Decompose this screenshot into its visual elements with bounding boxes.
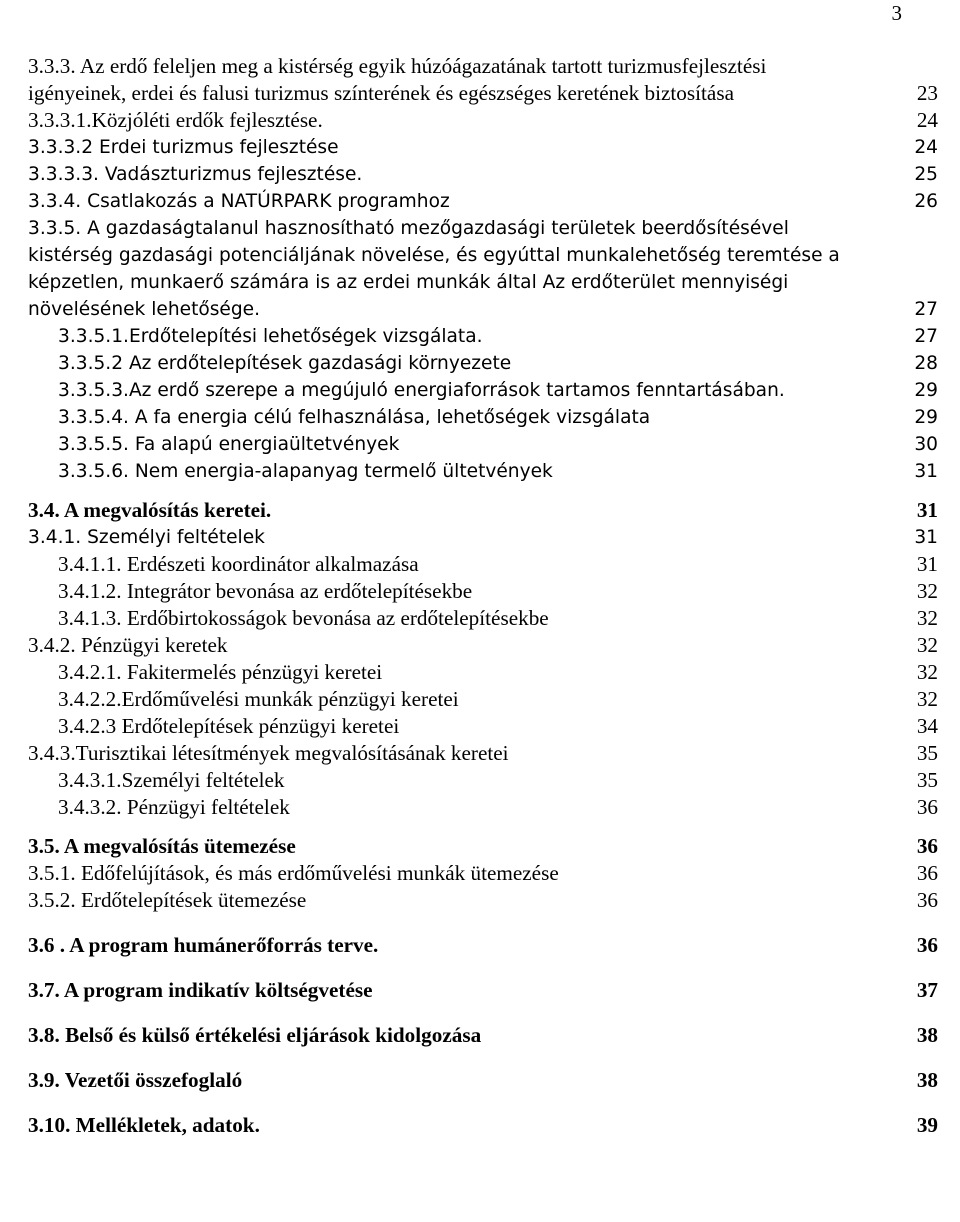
toc-text: 3.3.4. Csatlakozás a NATÚRPARK programhoz — [28, 191, 450, 212]
toc-text-line: Az erdő feleljen meg a kistérség egyik húzóágazatának tartott turizmusfejlesztési — [79, 54, 767, 78]
toc-text: 3.4.3.2. Pénzügyi feltételek — [58, 795, 290, 819]
toc-page: 32 — [916, 633, 938, 657]
toc-text: 3.4.2.3 Erdőtelepítések pénzügyi keretei — [58, 714, 400, 738]
toc-text: 3.3.5.6. Nem energia-alapanyag termelő ültetvények — [58, 461, 553, 482]
toc-entry-3-3-3[interactable] — [28, 53, 938, 107]
toc-page: 31 — [914, 461, 938, 482]
toc-entry[interactable] — [28, 605, 938, 632]
toc-entry[interactable] — [28, 740, 938, 767]
toc-entry[interactable] — [28, 632, 938, 659]
toc-entry[interactable] — [28, 686, 938, 713]
toc-page: 28 — [914, 353, 938, 374]
table-of-contents — [28, 53, 938, 1139]
toc-page: 29 — [914, 407, 938, 428]
toc-page: 23 — [916, 81, 938, 105]
toc-entry[interactable] — [28, 833, 938, 860]
toc-page: 24 — [916, 108, 938, 132]
toc-page: 32 — [916, 579, 938, 603]
toc-page: 36 — [916, 861, 938, 885]
toc-page: 24 — [914, 137, 938, 158]
toc-page: 27 — [914, 299, 938, 320]
toc-entry[interactable] — [28, 188, 938, 215]
toc-text: 3.4.2.2.Erdőművelési munkák pénzügyi keretei — [58, 687, 459, 711]
toc-text: 3.3.3.1.Közjóléti erdők fejlesztése. — [28, 108, 323, 132]
toc-entry[interactable] — [28, 767, 938, 794]
toc-number: 3.3.3. — [28, 54, 76, 78]
toc-text: 3.4.3.1.Személyi feltételek — [58, 768, 285, 792]
toc-page: 36 — [916, 933, 938, 957]
toc-text: 3.4.3.Turisztikai létesítmények megvalósításának keretei — [28, 741, 509, 765]
toc-entry[interactable] — [28, 524, 938, 551]
toc-text: 3.4.1. Személyi feltételek — [28, 527, 265, 548]
toc-entry[interactable] — [28, 1067, 938, 1094]
toc-entry[interactable] — [28, 497, 938, 524]
toc-page: 36 — [916, 834, 938, 858]
toc-number: 3.3.5. — [28, 218, 82, 239]
toc-entry[interactable] — [28, 1022, 938, 1049]
toc-page: 31 — [916, 552, 938, 576]
toc-text: 3.4.2. Pénzügyi keretek — [28, 633, 228, 657]
toc-text: 3.3.3.3. Vadászturizmus fejlesztése. — [28, 164, 363, 185]
toc-text: 3.4.1.1. Erdészeti koordinátor alkalmazása — [58, 552, 419, 576]
toc-text-line: növelésének lehetősége. — [28, 299, 261, 320]
toc-entry[interactable] — [28, 860, 938, 887]
toc-page: 26 — [914, 191, 938, 212]
toc-text: 3.3.5.3.Az erdő szerepe a megújuló energiaforrások tartamos fenntartásában. — [58, 380, 785, 401]
toc-entry[interactable] — [28, 794, 938, 821]
toc-entry[interactable] — [28, 659, 938, 686]
toc-page: 31 — [914, 527, 938, 548]
toc-entry[interactable] — [28, 134, 938, 161]
toc-page: 38 — [916, 1023, 938, 1047]
toc-entry[interactable] — [28, 977, 938, 1004]
toc-entry[interactable] — [28, 932, 938, 959]
toc-text: 3.3.5.5. Fa alapú energiaültetvények — [58, 434, 400, 455]
toc-entry[interactable] — [28, 404, 938, 431]
toc-page: 30 — [914, 434, 938, 455]
toc-text: 3.3.5.2 Az erdőtelepítések gazdasági környezete — [58, 353, 512, 374]
page-number: 3 — [891, 1, 902, 25]
toc-page: 32 — [916, 687, 938, 711]
toc-text: 3.6 . A program humánerőforrás terve. — [28, 933, 379, 957]
toc-entry[interactable] — [28, 458, 938, 485]
toc-entry[interactable] — [28, 887, 938, 914]
toc-entry[interactable] — [28, 107, 938, 134]
toc-text: 3.7. A program indikatív költségvetése — [28, 978, 373, 1002]
toc-entry[interactable] — [28, 431, 938, 458]
toc-page: 34 — [916, 714, 938, 738]
toc-page: 36 — [916, 888, 938, 912]
toc-page: 35 — [916, 768, 938, 792]
toc-text: 3.5.1. Edőfelújítások, és más erdőművelési munkák ütemezése — [28, 861, 559, 885]
toc-page: 32 — [916, 660, 938, 684]
toc-entry[interactable] — [28, 377, 938, 404]
toc-entry[interactable] — [28, 713, 938, 740]
toc-page: 25 — [914, 164, 938, 185]
toc-page: 32 — [916, 606, 938, 630]
toc-text: 3.3.3.2 Erdei turizmus fejlesztése — [28, 137, 339, 158]
toc-page: 29 — [914, 380, 938, 401]
toc-text: 3.10. Mellékletek, adatok. — [28, 1113, 260, 1137]
toc-text: 3.5. A megvalósítás ütemezése — [28, 834, 296, 858]
toc-text-line: igényeinek, erdei és falusi turizmus színterének és egészséges keretének biztosítása — [28, 81, 734, 105]
toc-entry-3-3-5[interactable] — [28, 215, 938, 323]
toc-page: 27 — [914, 326, 938, 347]
toc-entry[interactable] — [28, 350, 938, 377]
toc-text: 3.4.1.3. Erdőbirtokosságok bevonása az erdőtelepítésekbe — [58, 606, 549, 630]
toc-text: 3.8. Belső és külső értékelési eljárások kidolgozása — [28, 1023, 482, 1047]
toc-page: 35 — [916, 741, 938, 765]
toc-text: 3.5.2. Erdőtelepítések ütemezése — [28, 888, 307, 912]
toc-text: 3.3.5.1.Erdőtelepítési lehetőségek vizsgálata. — [58, 326, 483, 347]
toc-entry[interactable] — [28, 578, 938, 605]
toc-text-line: képzetlen, munkaerő számára is az erdei munkák által Az erdőterület mennyiségi — [28, 272, 789, 293]
toc-page: 39 — [916, 1113, 938, 1137]
toc-page: 31 — [916, 498, 938, 522]
toc-text: 3.4. A megvalósítás keretei. — [28, 498, 272, 522]
toc-text: 3.4.1.2. Integrátor bevonása az erdőtelepítésekbe — [58, 579, 473, 603]
toc-text-line: A gazdaságtalanul hasznosítható mezőgazdasági területek beerdősítésével — [87, 218, 789, 239]
toc-page: 36 — [916, 795, 938, 819]
toc-text-line: kistérség gazdasági potenciáljának növelése, és egyúttal munkalehetőség teremtése a — [28, 245, 840, 266]
toc-text: 3.9. Vezetői összefoglaló — [28, 1068, 243, 1092]
toc-text: 3.3.5.4. A fa energia célú felhasználása, lehetőségek vizsgálata — [58, 407, 651, 428]
toc-text: 3.4.2.1. Fakitermelés pénzügyi keretei — [58, 660, 383, 684]
toc-entry[interactable] — [28, 323, 938, 350]
toc-page: 38 — [916, 1068, 938, 1092]
toc-entry[interactable] — [28, 551, 938, 578]
toc-entry[interactable] — [28, 1112, 938, 1139]
toc-page: 37 — [916, 978, 938, 1002]
toc-entry[interactable] — [28, 161, 938, 188]
